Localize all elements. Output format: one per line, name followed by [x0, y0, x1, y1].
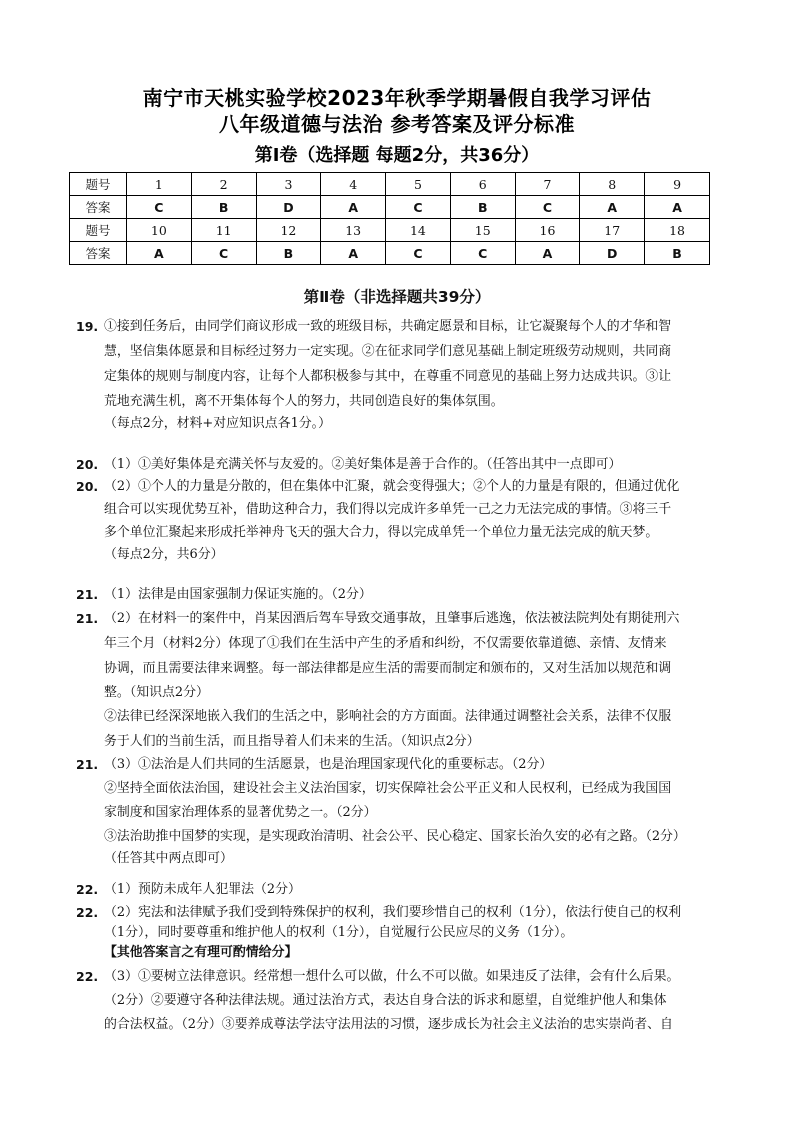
answer-cell: C	[386, 242, 451, 265]
question-22-number: 22.	[76, 969, 99, 984]
question-number: 8	[580, 173, 645, 196]
q21-line: 协调，而且需要法律来调整。每一部法律都是应生活的需要而制定和颁布的，又对生活加以规范和调	[104, 661, 672, 676]
answer-cell: D	[580, 242, 645, 265]
q21-line: 务于人们的当前生活，而且指导着人们未来的生活。（知识点2分）	[104, 734, 480, 749]
table-row	[70, 173, 710, 196]
q19-scoring-note: （每点2分，材料+对应知识点各1分。）	[104, 416, 332, 431]
q19-line: 慧，坚信集体愿景和目标经过努力一定实现。②在征求同学们意见基础上制定班级劳动规则，共同商	[104, 344, 672, 359]
answer-cell: A	[515, 242, 580, 265]
table-row	[70, 242, 710, 265]
question-number: 13	[321, 219, 386, 242]
q22-line: （2分）②要遵守各种法律法规。通过法治方式，表达自身合法的诉求和愿望，自觉维护他人和集体	[104, 993, 667, 1008]
answer-cell: C	[386, 196, 451, 219]
q21-line: ②坚持全面依法治国，建设社会主义法治国家，切实保障社会公平正义和人民权利，已经成为我国国	[104, 781, 672, 796]
question-number: 2	[191, 173, 256, 196]
q20-line: 组合可以实现优势互补，借助这种合力，我们得以完成许多单凭一己之力无法完成的事情。③将三千	[104, 502, 672, 517]
question-number: 6	[450, 173, 515, 196]
answer-table	[69, 172, 710, 265]
q21-line: （2）在材料一的案件中，肖某因酒后驾车导致交通事故，且肇事后逃逸，依法被法院判处有期徒刑六	[104, 611, 680, 626]
answer-cell: B	[645, 242, 710, 265]
q20-scoring-note: （每点2分，共6分）	[104, 547, 224, 562]
answer-cell: C	[127, 196, 192, 219]
table-row	[70, 219, 710, 242]
q20-part1: （1）①美好集体是充满关怀与友爱的。②美好集体是善于合作的。（任答出其中一点即可）	[104, 457, 622, 472]
question-number: 18	[645, 219, 710, 242]
q21-part1: （1）法律是由国家强制力保证实施的。（2分）	[104, 587, 372, 602]
subject-title: 八年级道德与法治 参考答案及评分标准	[219, 112, 575, 136]
q22-line: （2）宪法和法律赋予我们受到特殊保护的权利，我们要珍惜自己的权利（1分），依法行使自己的权利	[104, 905, 682, 920]
row-label-question: 题号	[70, 219, 127, 242]
q21-line: ③法治助推中国梦的实现，是实现政治清明、社会公平、民心稳定、国家长治久安的必有之路。（2分）	[104, 829, 686, 844]
q21-line: 家制度和国家治理体系的显著优势之一。（2分）	[104, 805, 377, 820]
q22-part1: （1）预防未成年人犯罪法（2分）	[104, 882, 301, 897]
question-20-number: 20.	[76, 479, 99, 494]
question-number: 15	[450, 219, 515, 242]
section-2-heading: 第Ⅱ卷（非选择题共39分）	[303, 288, 491, 306]
q22-note: 【其他答案言之有理可酌情给分】	[104, 945, 298, 960]
q21-line: ②法律已经深深地嵌入我们的生活之中，影响社会的方方面面。法律通过调整社会关系，法律不仅服	[104, 709, 672, 724]
question-number: 5	[386, 173, 451, 196]
q20-line: 多个单位汇聚起来形成托举神舟飞天的强大合力，得以完成单凭一个单位力量无法完成的航天梦。	[104, 525, 659, 540]
answer-cell: B	[256, 242, 321, 265]
q19-line: 荒地充满生机，离不开集体每个人的努力，共同创造良好的集体氛围。	[104, 394, 504, 409]
q19-line: ①接到任务后，由同学们商议形成一致的班级目标，共确定愿景和目标，让它凝聚每个人的才华和智	[104, 319, 672, 334]
answer-cell: A	[321, 242, 386, 265]
q22-line: （1分），同时要尊重和维护他人的权利（1分），自觉履行公民应尽的义务（1分）。	[104, 925, 574, 940]
question-number: 3	[256, 173, 321, 196]
question-number: 17	[580, 219, 645, 242]
q22-line: （3）①要树立法律意识。经常想一想什么可以做，什么不可以做。如果违反了法律，会有什么后果。	[104, 969, 680, 984]
q21-line: 年三个月（材料2分）体现了①我们在生活中产生的矛盾和纠纷，不仅需要依靠道德、亲情、友情来	[104, 636, 667, 651]
answer-cell: A	[127, 242, 192, 265]
question-number: 12	[256, 219, 321, 242]
question-number: 16	[515, 219, 580, 242]
answer-cell: B	[191, 196, 256, 219]
question-19-number: 19.	[76, 319, 99, 334]
question-22-number: 22.	[76, 905, 99, 920]
row-label-answer: 答案	[70, 196, 127, 219]
row-label-question: 题号	[70, 173, 127, 196]
q20-line: （2）①个人的力量是分散的，但在集体中汇聚，就会变得强大；②个人的力量是有限的，但通过优化	[104, 479, 680, 494]
answer-cell: C	[450, 242, 515, 265]
question-21-number: 21.	[76, 611, 99, 626]
section-1-heading: 第Ⅰ卷（选择题 每题2分，共36分）	[254, 145, 540, 166]
question-number: 9	[645, 173, 710, 196]
question-number: 4	[321, 173, 386, 196]
question-21-number: 21.	[76, 757, 99, 772]
q21-line: （3）①法治是人们共同的生活愿景，也是治理国家现代化的重要标志。（2分）	[104, 757, 553, 772]
q21-line: 整。（知识点2分）	[104, 685, 209, 700]
question-20-number: 20.	[76, 457, 99, 472]
q22-line: 的合法权益。（2分）③要养成尊法学法守法用法的习惯，逐步成长为社会主义法治的忠实崇尚者、自	[104, 1017, 673, 1032]
answer-cell: A	[580, 196, 645, 219]
school-title: 南宁市天桃实验学校2023年秋季学期暑假自我学习评估	[142, 86, 652, 110]
question-number: 14	[386, 219, 451, 242]
row-label-answer: 答案	[70, 242, 127, 265]
question-number: 11	[191, 219, 256, 242]
answer-cell: B	[450, 196, 515, 219]
answer-cell: D	[256, 196, 321, 219]
question-number: 1	[127, 173, 192, 196]
answer-cell: C	[191, 242, 256, 265]
question-22-number: 22.	[76, 882, 99, 897]
question-number: 10	[127, 219, 192, 242]
q19-line: 定集体的规则与制度内容，让每个人都积极参与其中，在尊重不同意见的基础上努力达成共识。③让	[104, 369, 672, 384]
answer-cell: A	[645, 196, 710, 219]
q21-scoring-note: （任答其中两点即可）	[104, 851, 233, 866]
table-row	[70, 196, 710, 219]
question-21-number: 21.	[76, 587, 99, 602]
question-number: 7	[515, 173, 580, 196]
answer-cell: A	[321, 196, 386, 219]
answer-cell: C	[515, 196, 580, 219]
